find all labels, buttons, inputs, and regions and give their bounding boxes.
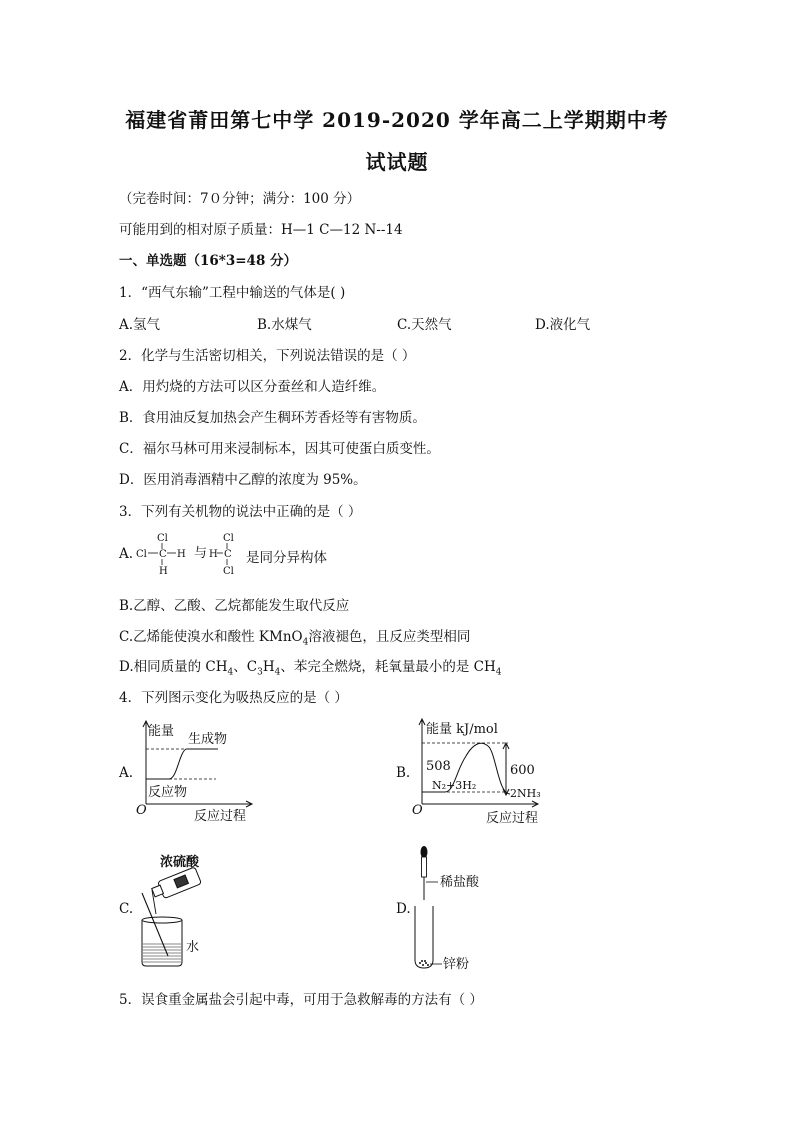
figA-origin: O bbox=[136, 803, 147, 818]
q1-option-c: C.天然气 bbox=[397, 317, 452, 333]
figD-acid-label: 稀盐酸 bbox=[440, 875, 480, 890]
question-3-stem: 3．下列有关机物的说法中正确的是（ ） bbox=[119, 504, 362, 520]
q3-option-c: C.乙烯能使溴水和酸性 KMnO$_4$溶液褪色，且反应类型相同 bbox=[119, 629, 471, 648]
mol2-cl-bottom: Cl bbox=[223, 566, 234, 577]
figB-value-600: 600 bbox=[510, 763, 535, 778]
question-4-stem: 4．下列图示变化为吸热反应的是（ ） bbox=[119, 690, 348, 706]
figB-product: 2NH₃ bbox=[510, 787, 541, 800]
dropper-icon bbox=[421, 846, 428, 900]
q3-option-a-mid: 与 bbox=[194, 546, 208, 561]
page-title-line2: 试试题 bbox=[365, 150, 429, 174]
figA-product: 生成物 bbox=[188, 732, 228, 747]
mol1-cl-left: Cl bbox=[136, 549, 147, 560]
figB-ylabel: 能量 kJ/mol bbox=[426, 722, 498, 737]
mol1-h-right: H bbox=[177, 549, 186, 560]
question-1-stem: 1．“西气东输”工程中输送的气体是( ) bbox=[119, 285, 346, 301]
test-tube-icon bbox=[415, 906, 433, 968]
q4-option-a-label: A. bbox=[119, 765, 134, 781]
atomic-mass-info: 可能用到的相对原子质量：H—1 C—12 N--14 bbox=[119, 222, 403, 238]
figC-water-label: 水 bbox=[186, 940, 200, 955]
section-heading: 一、单选题（16*3=48 分） bbox=[119, 253, 298, 269]
q3-option-a-prefix: A. bbox=[119, 546, 134, 562]
q2-option-a: A．用灼烧的方法可以区分蚕丝和人造纤维。 bbox=[119, 379, 386, 395]
figA-xlabel: 反应过程 bbox=[194, 809, 247, 824]
question-2-stem: 2．化学与生活密切相关，下列说法错误的是（ ） bbox=[119, 348, 416, 364]
q4-option-c-label: C. bbox=[119, 901, 134, 917]
mol2-cl-top: Cl bbox=[223, 533, 234, 544]
q1-option-a: A.氢气 bbox=[119, 317, 161, 333]
q2-option-b: B．食用油反复加热会产生稠环芳香烃等有害物质。 bbox=[119, 410, 426, 426]
q4-option-b-label: B. bbox=[396, 765, 411, 781]
q2-option-d: D．医用消毒酒精中乙醇的浓度为 95%。 bbox=[119, 472, 367, 488]
zinc-powder bbox=[419, 960, 429, 966]
q4-figure-c-dilution-apparatus bbox=[134, 848, 224, 973]
q1-option-d: D.液化气 bbox=[535, 317, 591, 333]
question-5-stem: 5．误食重金属盐会引起中毒，可用于急救解毒的方法有（ ） bbox=[119, 992, 483, 1008]
mol2-c: C bbox=[224, 549, 232, 560]
glass-rod bbox=[142, 893, 168, 956]
mol2-h-left: H bbox=[209, 549, 218, 560]
figB-value-508: 508 bbox=[426, 759, 451, 774]
q4-option-d-label: D. bbox=[396, 901, 411, 917]
q4-figure-a-energy-diagram bbox=[134, 718, 264, 826]
q4-figure-d-test-tube bbox=[410, 842, 500, 975]
figC-acid-label: 浓硫酸 bbox=[160, 855, 200, 870]
q4-figure-b-energy-diagram bbox=[410, 716, 560, 828]
figA-reactant: 反应物 bbox=[148, 785, 188, 800]
page-title-line1: 福建省莆田第七中学 2019-2020 学年高二上学期期中考 bbox=[125, 108, 669, 132]
mol1-cl-top: Cl bbox=[157, 533, 168, 544]
mol1-c: C bbox=[159, 549, 167, 560]
q1-option-b: B.水煤气 bbox=[257, 317, 312, 333]
q3-molecule-1 bbox=[134, 530, 246, 578]
concentrated-acid-bottle-icon bbox=[150, 867, 201, 902]
figB-reactant: N₂+3H₂ bbox=[432, 779, 477, 792]
mol1-h-bottom: H bbox=[159, 566, 168, 577]
q3-option-b: B.乙醇、乙酸、乙烷都能发生取代反应 bbox=[119, 598, 350, 614]
time-info: （完卷时间：7０分钟；满分：100 分） bbox=[119, 191, 361, 207]
q3-option-d: D.相同质量的 $CH_4$、$C_3H_4$、苯完全燃烧，耗氧量最小的是 $CH_4$ bbox=[119, 659, 502, 678]
figD-zinc-label: 锌粉 bbox=[443, 957, 470, 972]
figB-origin: O bbox=[412, 803, 423, 818]
figA-ylabel: 能量 bbox=[148, 724, 175, 739]
figB-xlabel: 反应过程 bbox=[486, 811, 539, 826]
q2-option-c: C．福尔马林可用来浸制标本，因其可使蛋白质变性。 bbox=[119, 441, 440, 457]
q3-option-a-suffix: 是同分异构体 bbox=[246, 550, 327, 566]
